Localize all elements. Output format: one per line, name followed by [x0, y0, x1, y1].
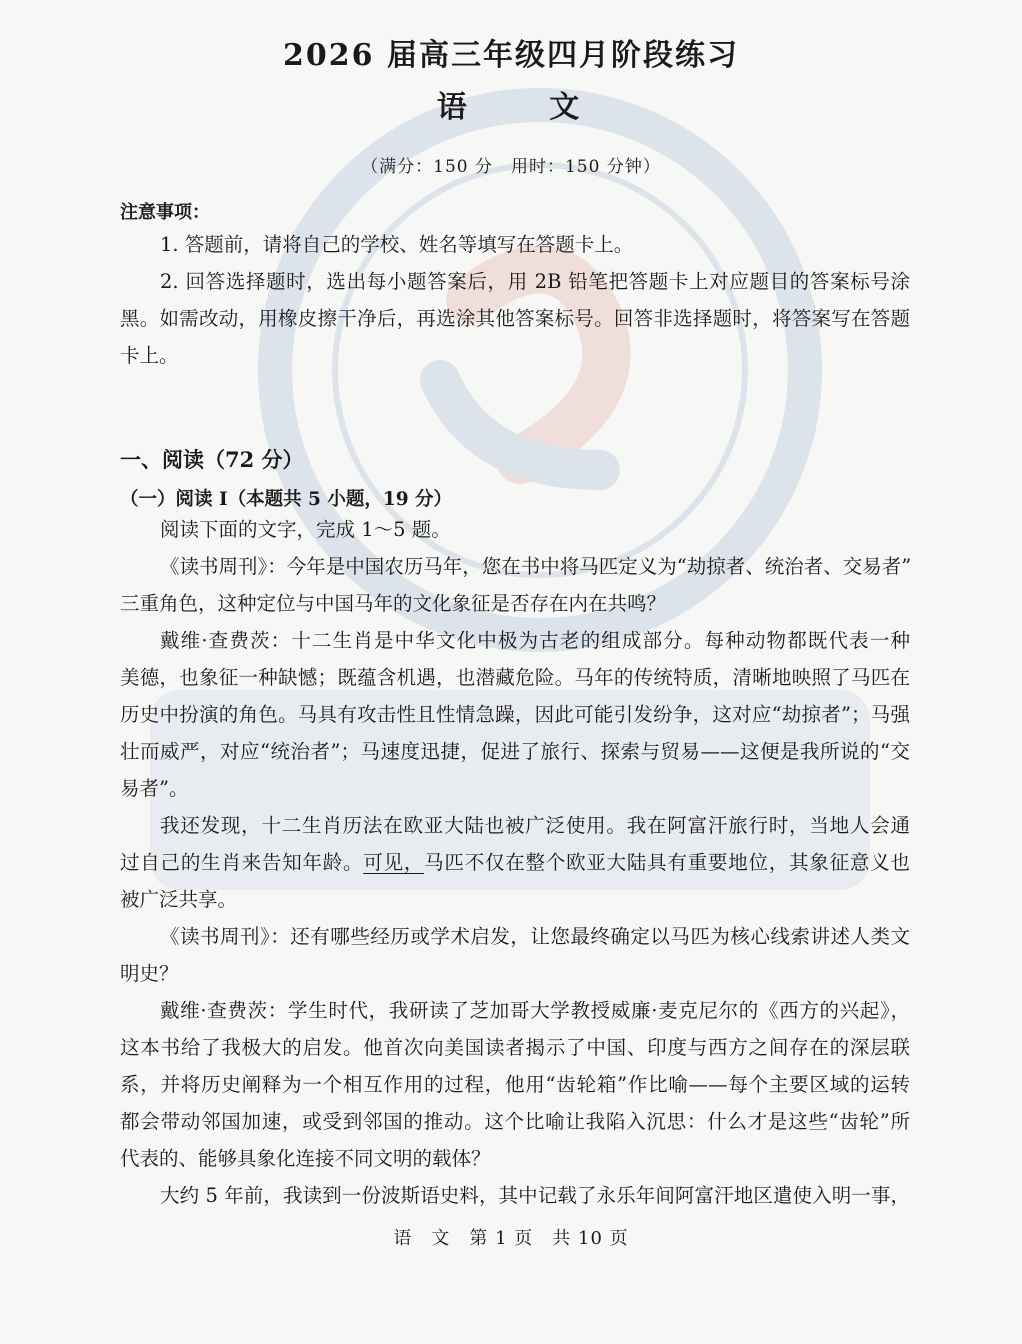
passage-line: 大约 5 年前，我读到一份波斯语史料，其中记载了永乐年间阿富汗地区遣使入明一事， [160, 1184, 910, 1207]
passage-body [120, 511, 910, 1214]
instruction: 阅读下面的文字，完成 1～5 题。 [160, 518, 451, 541]
underlined-phrase: 可见， [363, 851, 425, 874]
section-heading: 一、阅读（72 分） [120, 447, 304, 472]
notes-line: 2. 回答选择题时，选出每小题答案后，用 2B 铅笔把答题卡上对应题目的答案标号涂 [160, 270, 910, 293]
passage-line: 易者”。 [120, 777, 189, 800]
page-footer: 语 文 第 1 页 共 10 页 [393, 1228, 629, 1249]
notes-heading: 注意事项： [120, 202, 210, 223]
passage-line: 三重角色，这种定位与中国马年的文化象征是否存在内在共鸣？ [120, 592, 667, 615]
passage-line: 戴维·查费茨：十二生肖是中华文化中极为古老的组成部分。每种动物都既代表一种 [160, 629, 910, 652]
passage-line-mixed [120, 844, 910, 881]
passage-line: 系，并将历史阐释为一个相互作用的过程，他用“齿轮箱”作比喻——每个主要区域的运转 [120, 1073, 910, 1096]
passage-line: 明史？ [120, 962, 179, 985]
passage-line: 美德，也象征一种缺憾；既蕴含机遇，也潜藏危险。马年的传统特质，清晰地映照了马匹在 [120, 666, 910, 689]
notes-body [120, 226, 910, 374]
passage-line: 我还发现，十二生肖历法在欧亚大陆也被广泛使用。我在阿富汗旅行时，当地人会通 [160, 814, 910, 837]
passage-segment: 马匹不仅在整个欧亚大陆具有重要地位，其象征意义也 [424, 851, 910, 874]
passage-line: 都会带动邻国加速，或受到邻国的推动。这个比喻让我陷入沉思：什么才是这些“齿轮”所 [120, 1110, 910, 1133]
passage-line: 《读书周刊》：今年是中国农历马年，您在书中将马匹定义为“劫掠者、统治者、交易者” [160, 555, 912, 578]
passage-line: 代表的、能够具象化连接不同文明的载体？ [120, 1147, 491, 1170]
subject-title: 语 文 [436, 90, 616, 125]
passage-line: 壮而威严，对应“统治者”；马速度迅捷，促进了旅行、探索与贸易——这便是我所说的“交 [120, 740, 910, 763]
passage-line: 这本书给了我极大的启发。他首次向美国读者揭示了中国、印度与西方之间存在的深层联 [120, 1036, 910, 1059]
sub-section-heading: （一）阅读 Ⅰ（本题共 5 小题，19 分） [120, 489, 453, 510]
notes-line: 卡上。 [120, 344, 179, 367]
passage-line: 被广泛共享。 [120, 888, 238, 911]
notes-line: 1. 答题前，请将自己的学校、姓名等填写在答题卡上。 [160, 233, 634, 256]
score-info: （满分：150 分 用时：150 分钟） [361, 157, 661, 177]
exam-title: 2026 届高三年级四月阶段练习 [283, 38, 739, 73]
notes-line: 黑。如需改动，用橡皮擦干净后，再选涂其他答案标号。回答非选择题时，将答案写在答题 [120, 307, 910, 330]
passage-segment: 过自己的生肖来告知年龄。 [120, 851, 364, 874]
passage-line: 戴维·查费茨：学生时代，我研读了芝加哥大学教授威廉·麦克尼尔的《西方的兴起》， [160, 999, 910, 1022]
passage-line: 历史中扮演的角色。马具有攻击性且性情急躁，因此可能引发纷争，这对应“劫掠者”；马强 [120, 703, 910, 726]
passage-line: 《读书周刊》：还有哪些经历或学术启发，让您最终确定以马匹为核心线索讲述人类文 [160, 925, 910, 948]
